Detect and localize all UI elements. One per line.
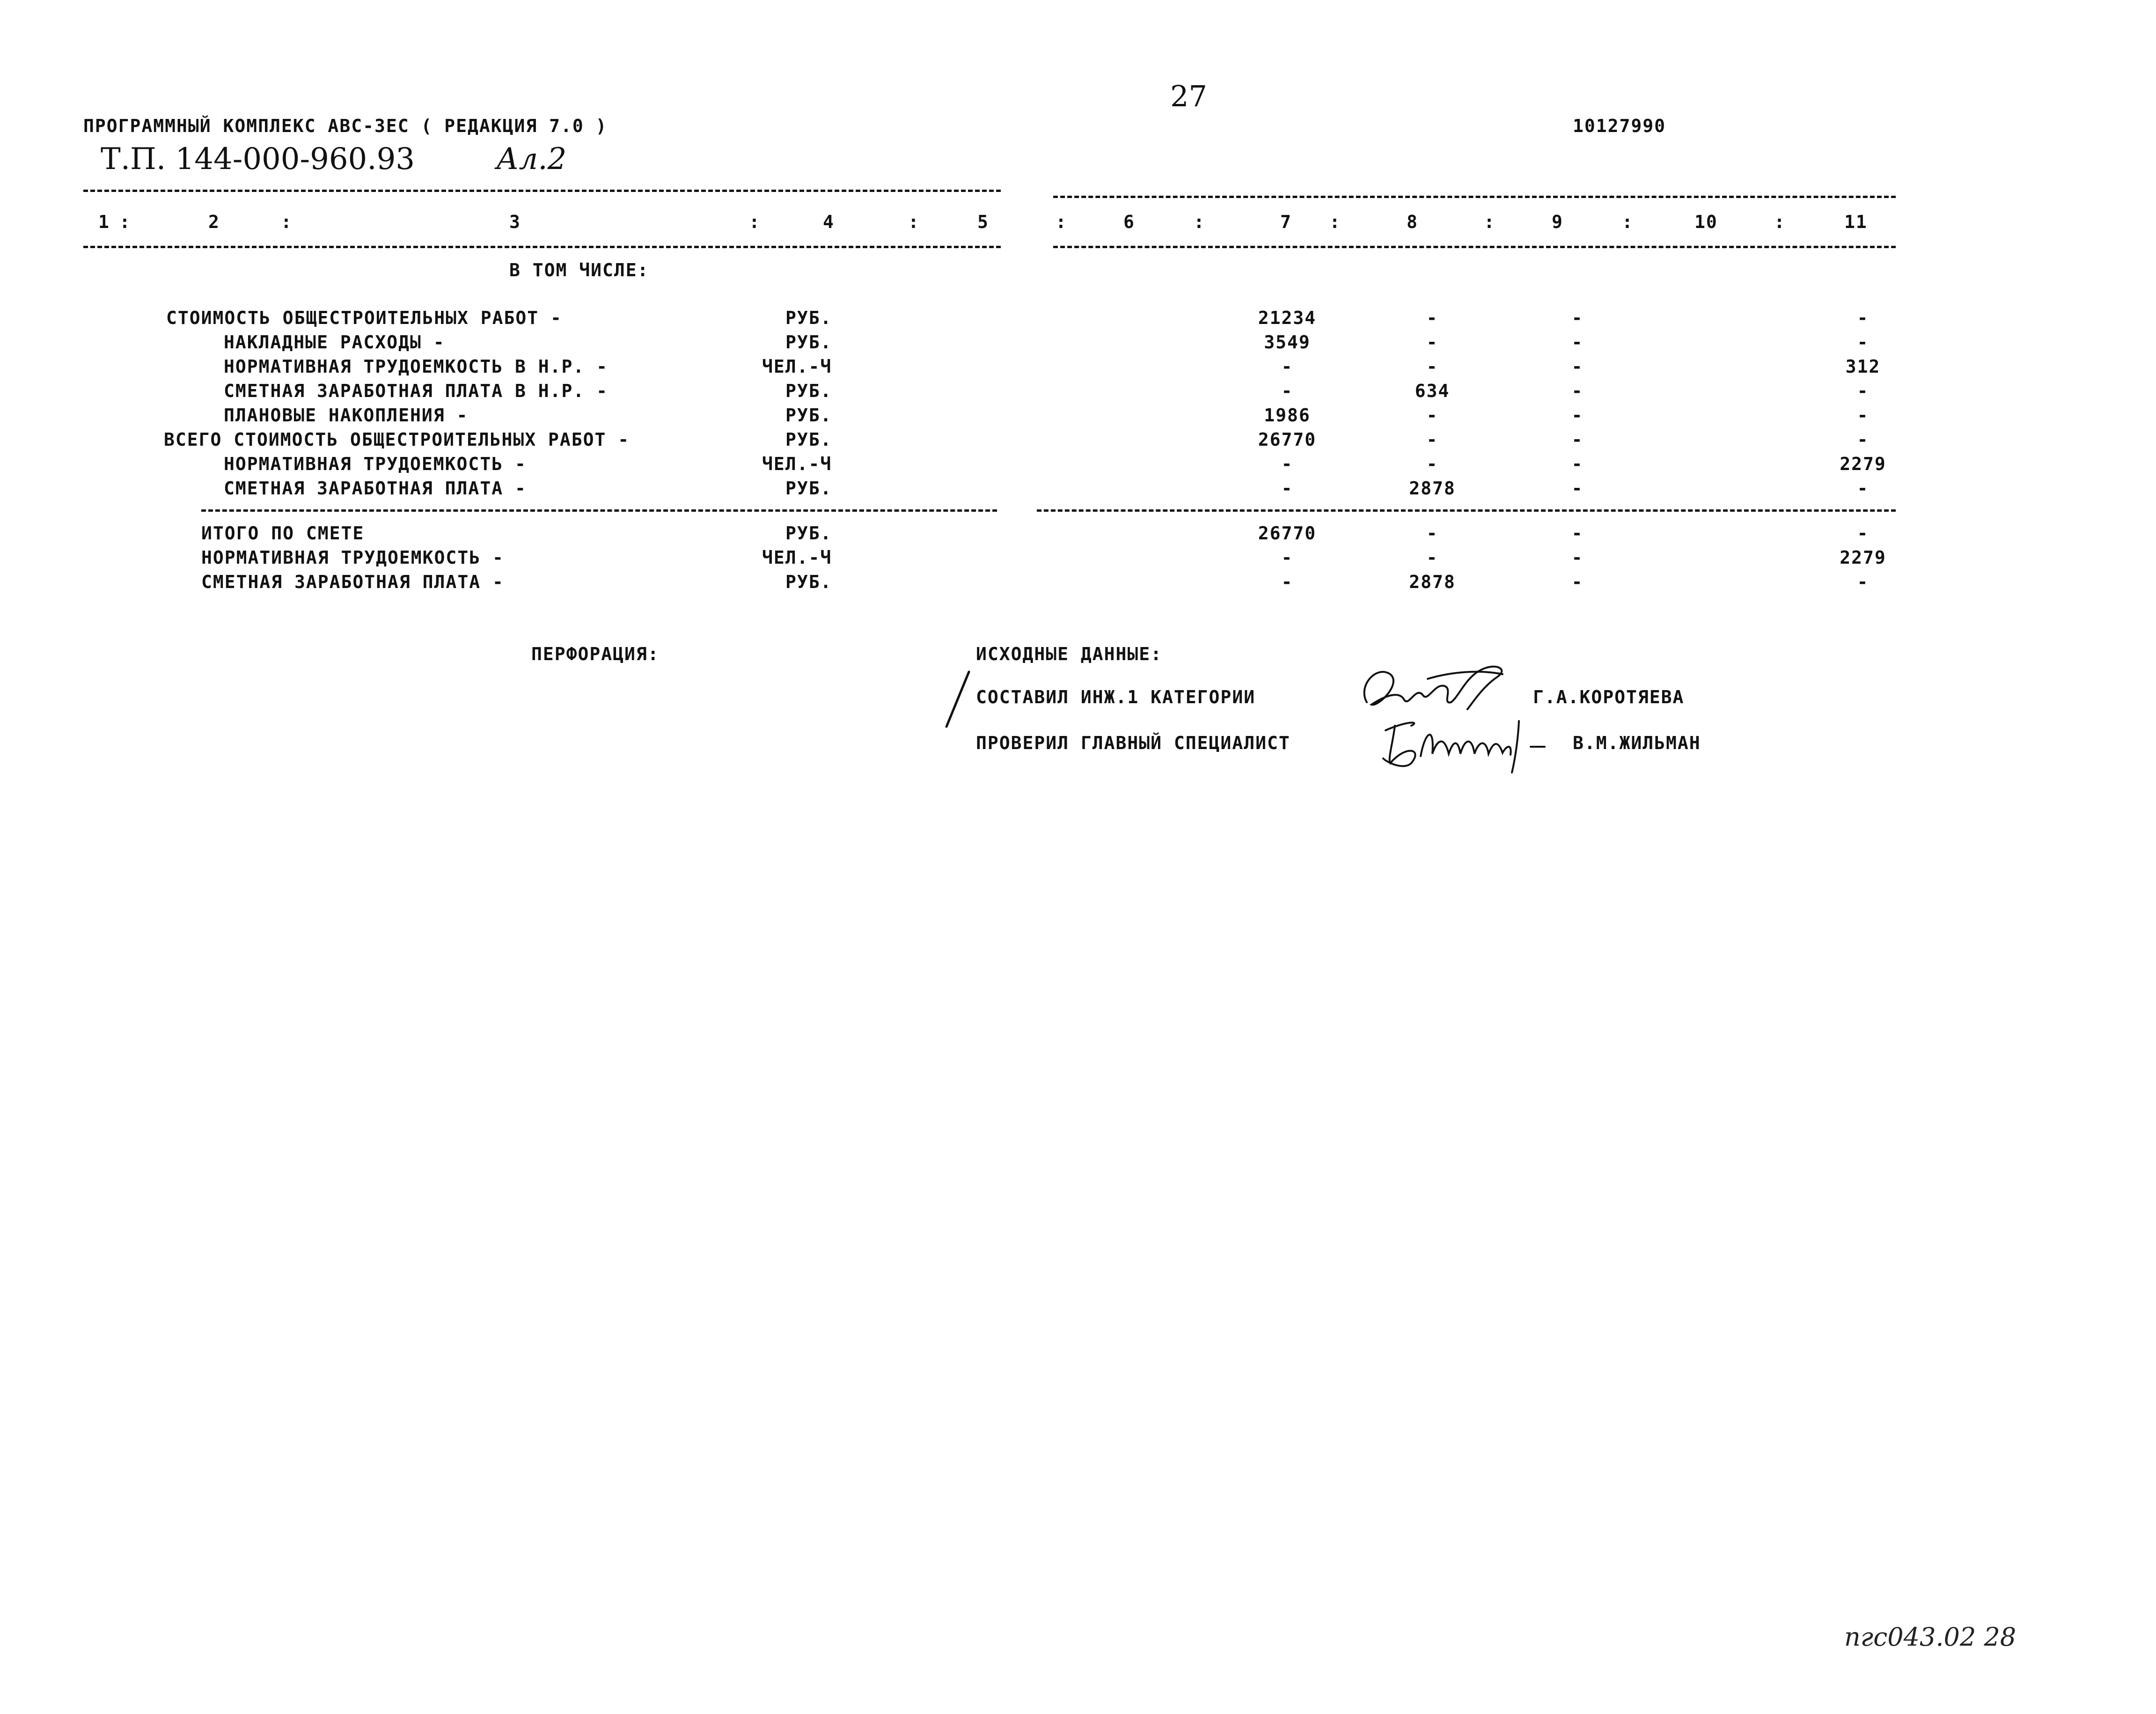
- row-c8: -: [1426, 454, 1438, 474]
- col-number-3: 3: [509, 212, 521, 232]
- row-c9: -: [1571, 454, 1584, 474]
- checked-by-label: ПРОВЕРИЛ ГЛАВНЫЙ СПЕЦИАЛИСТ: [976, 733, 1291, 753]
- row-label: ВСЕГО СТОИМОСТЬ ОБЩЕСТРОИТЕЛЬНЫХ РАБОТ -: [164, 429, 630, 450]
- row-c11: 312: [1845, 356, 1881, 377]
- row-c9: -: [1571, 429, 1584, 450]
- row-unit: РУБ.: [785, 381, 832, 401]
- page-number: 27: [1170, 79, 1207, 113]
- row-c9: -: [1571, 356, 1584, 377]
- row-c11: -: [1857, 429, 1869, 450]
- totals-rule-right: [1037, 509, 1896, 512]
- row-c8: -: [1426, 308, 1438, 328]
- total-c11: -: [1857, 572, 1869, 592]
- row-c7: 21234: [1258, 308, 1317, 328]
- checked-name: В.М.ЖИЛЬМАН: [1573, 733, 1701, 753]
- col-separator: :: [1774, 212, 1786, 232]
- col-separator: :: [1329, 212, 1341, 232]
- row-c8: -: [1426, 332, 1438, 353]
- row-c11: -: [1857, 332, 1869, 353]
- col-separator: :: [1056, 212, 1067, 232]
- row-label: СМЕТНАЯ ЗАРАБОТНАЯ ПЛАТА В Н.Р. -: [224, 381, 608, 401]
- row-c9: -: [1571, 405, 1584, 426]
- total-c9: -: [1571, 547, 1584, 568]
- total-c7: -: [1281, 572, 1293, 592]
- slash-mark: [941, 669, 974, 730]
- total-label: ИТОГО ПО СМЕТЕ: [201, 523, 365, 544]
- col-number-5: 5: [977, 212, 989, 232]
- row-c7: 1986: [1264, 405, 1311, 426]
- row-c8: 634: [1415, 381, 1450, 401]
- total-c7: 26770: [1258, 523, 1317, 544]
- col-separator: :: [1484, 212, 1496, 232]
- row-c7: -: [1281, 356, 1293, 377]
- row-label: НАКЛАДНЫЕ РАСХОДЫ -: [224, 332, 445, 353]
- col-separator: :: [908, 212, 920, 232]
- row-unit: РУБ.: [785, 308, 832, 328]
- total-label: НОРМАТИВНАЯ ТРУДОЕМКОСТЬ -: [201, 547, 504, 568]
- col-number-1: 1: [98, 212, 110, 232]
- source-data-label: ИСХОДНЫЕ ДАННЫЕ:: [976, 644, 1163, 664]
- header-rule-top-left: [83, 190, 1001, 192]
- row-unit: РУБ.: [785, 478, 832, 499]
- col-separator: :: [749, 212, 761, 232]
- col-number-7: 7: [1280, 212, 1292, 232]
- signature-zhilman: [1379, 712, 1566, 777]
- document-code: 10127990: [1573, 116, 1666, 136]
- row-c9: -: [1571, 478, 1584, 499]
- row-c9: -: [1571, 381, 1584, 401]
- row-c7: 3549: [1264, 332, 1311, 353]
- project-number: Т.П. 144-000-960.93: [101, 142, 415, 177]
- row-c7: -: [1281, 478, 1293, 499]
- total-c7: -: [1281, 547, 1293, 568]
- row-unit: ЧЕЛ.-Ч: [762, 356, 832, 377]
- col-separator: :: [1622, 212, 1634, 232]
- sheet-number: Ал.2: [496, 142, 567, 177]
- row-c11: 2279: [1840, 454, 1886, 474]
- row-unit: РУБ.: [785, 332, 832, 353]
- row-c7: 26770: [1258, 429, 1317, 450]
- row-c9: -: [1571, 332, 1584, 353]
- row-unit: РУБ.: [785, 429, 832, 450]
- total-c9: -: [1571, 523, 1584, 544]
- header-rule-top-right: [1053, 196, 1896, 198]
- total-c9: -: [1571, 572, 1584, 592]
- col-separator: :: [281, 212, 293, 232]
- archive-stamp: пгс043.02 28: [1844, 1622, 2017, 1652]
- row-c8: 2878: [1409, 478, 1456, 499]
- col-number-8: 8: [1407, 212, 1418, 232]
- total-c8: -: [1426, 547, 1438, 568]
- total-c8: 2878: [1409, 572, 1456, 592]
- col-number-11: 11: [1844, 212, 1868, 232]
- row-c8: -: [1426, 405, 1438, 426]
- compiled-name: Г.А.КОРОТЯЕВА: [1533, 687, 1685, 707]
- program-header: ПРОГРАММНЫЙ КОМПЛЕКС АВС-3ЕС ( РЕДАКЦИЯ 7.0 ): [83, 116, 608, 136]
- total-c11: -: [1857, 523, 1869, 544]
- col-number-10: 10: [1694, 212, 1718, 232]
- perforation-label: ПЕРФОРАЦИЯ:: [531, 644, 660, 664]
- col-separator: :: [1194, 212, 1205, 232]
- total-unit: ЧЕЛ.-Ч: [762, 547, 832, 568]
- row-unit: РУБ.: [785, 405, 832, 426]
- col-number-2: 2: [208, 212, 220, 232]
- col-number-6: 6: [1123, 212, 1135, 232]
- total-unit: РУБ.: [785, 572, 832, 592]
- row-c7: -: [1281, 381, 1293, 401]
- row-label: СМЕТНАЯ ЗАРАБОТНАЯ ПЛАТА -: [224, 478, 527, 499]
- section-label: В ТОМ ЧИСЛЕ:: [509, 260, 649, 280]
- col-number-4: 4: [823, 212, 835, 232]
- row-unit: ЧЕЛ.-Ч: [762, 454, 832, 474]
- row-c11: -: [1857, 308, 1869, 328]
- total-unit: РУБ.: [785, 523, 832, 544]
- total-c11: 2279: [1840, 547, 1886, 568]
- col-number-9: 9: [1552, 212, 1563, 232]
- signature-korotyaeva: [1357, 658, 1512, 719]
- row-c8: -: [1426, 429, 1438, 450]
- header-rule-bottom-left: [83, 246, 1001, 248]
- total-c8: -: [1426, 523, 1438, 544]
- total-label: СМЕТНАЯ ЗАРАБОТНАЯ ПЛАТА -: [201, 572, 504, 592]
- row-c11: -: [1857, 381, 1869, 401]
- row-label: НОРМАТИВНАЯ ТРУДОЕМКОСТЬ В Н.Р. -: [224, 356, 608, 377]
- row-c11: -: [1857, 405, 1869, 426]
- row-label: СТОИМОСТЬ ОБЩЕСТРОИТЕЛЬНЫХ РАБОТ -: [166, 308, 562, 328]
- row-c11: -: [1857, 478, 1869, 499]
- row-c9: -: [1571, 308, 1584, 328]
- row-label: ПЛАНОВЫЕ НАКОПЛЕНИЯ -: [224, 405, 469, 426]
- col-separator: :: [119, 212, 131, 232]
- header-rule-bottom-right: [1053, 246, 1896, 248]
- row-label: НОРМАТИВНАЯ ТРУДОЕМКОСТЬ -: [224, 454, 527, 474]
- row-c7: -: [1281, 454, 1293, 474]
- compiled-by-label: СОСТАВИЛ ИНЖ.1 КАТЕГОРИИ: [976, 687, 1256, 707]
- totals-rule-left: [201, 509, 997, 512]
- row-c8: -: [1426, 356, 1438, 377]
